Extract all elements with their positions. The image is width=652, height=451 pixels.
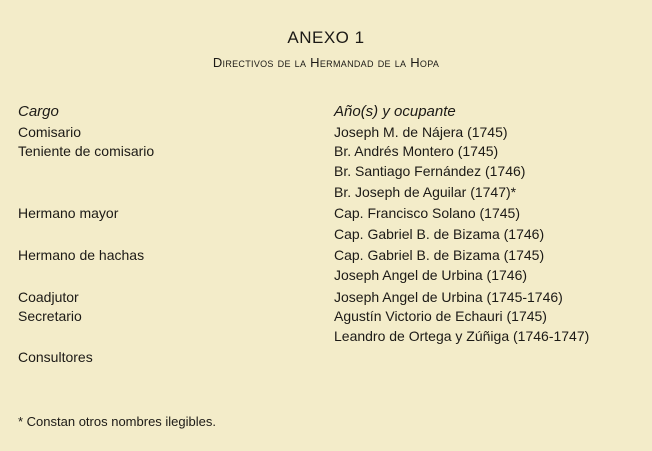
- occupant-column-header: Año(s) y ocupante: [334, 103, 456, 120]
- occupant-row: Joseph Angel de Urbina (1745-1746): [334, 289, 563, 305]
- occupant-row: Leandro de Ortega y Zúñiga (1746-1747): [334, 328, 590, 344]
- footnote: * Constan otros nombres ilegibles.: [18, 414, 216, 429]
- occupant-row: Cap. Gabriel B. de Bizama (1745): [334, 247, 545, 263]
- occupant-row: Joseph Angel de Urbina (1746): [334, 267, 528, 283]
- cargo-teniente-de-comisario: Teniente de comisario: [18, 143, 155, 159]
- occupant-row: Agustín Victorio de Echauri (1745): [334, 308, 547, 324]
- occupant-row: Cap. Gabriel B. de Bizama (1746): [334, 226, 545, 242]
- occupant-row: Br. Joseph de Aguilar (1747)*: [334, 184, 517, 200]
- occupant-row: Joseph M. de Nájera (1745): [334, 124, 508, 140]
- cargo-consultores: Consultores: [18, 349, 93, 365]
- cargo-comisario: Comisario: [18, 124, 82, 140]
- cargo-coadjutor: Coadjutor: [18, 289, 79, 305]
- occupant-row: Cap. Francisco Solano (1745): [334, 205, 520, 221]
- occupant-row: Br. Santiago Fernández (1746): [334, 163, 526, 179]
- cargo-secretario: Secretario: [18, 308, 82, 324]
- cargo-column-header: Cargo: [18, 103, 59, 120]
- annex-subtitle: Directivos de la Hermandad de la Hopa: [212, 55, 440, 70]
- cargo-hermano-de-hachas: Hermano de hachas: [18, 247, 145, 263]
- occupant-row: Br. Andrés Montero (1745): [334, 143, 499, 159]
- annex-title: ANEXO 1: [287, 28, 365, 47]
- cargo-hermano-mayor: Hermano mayor: [18, 205, 119, 221]
